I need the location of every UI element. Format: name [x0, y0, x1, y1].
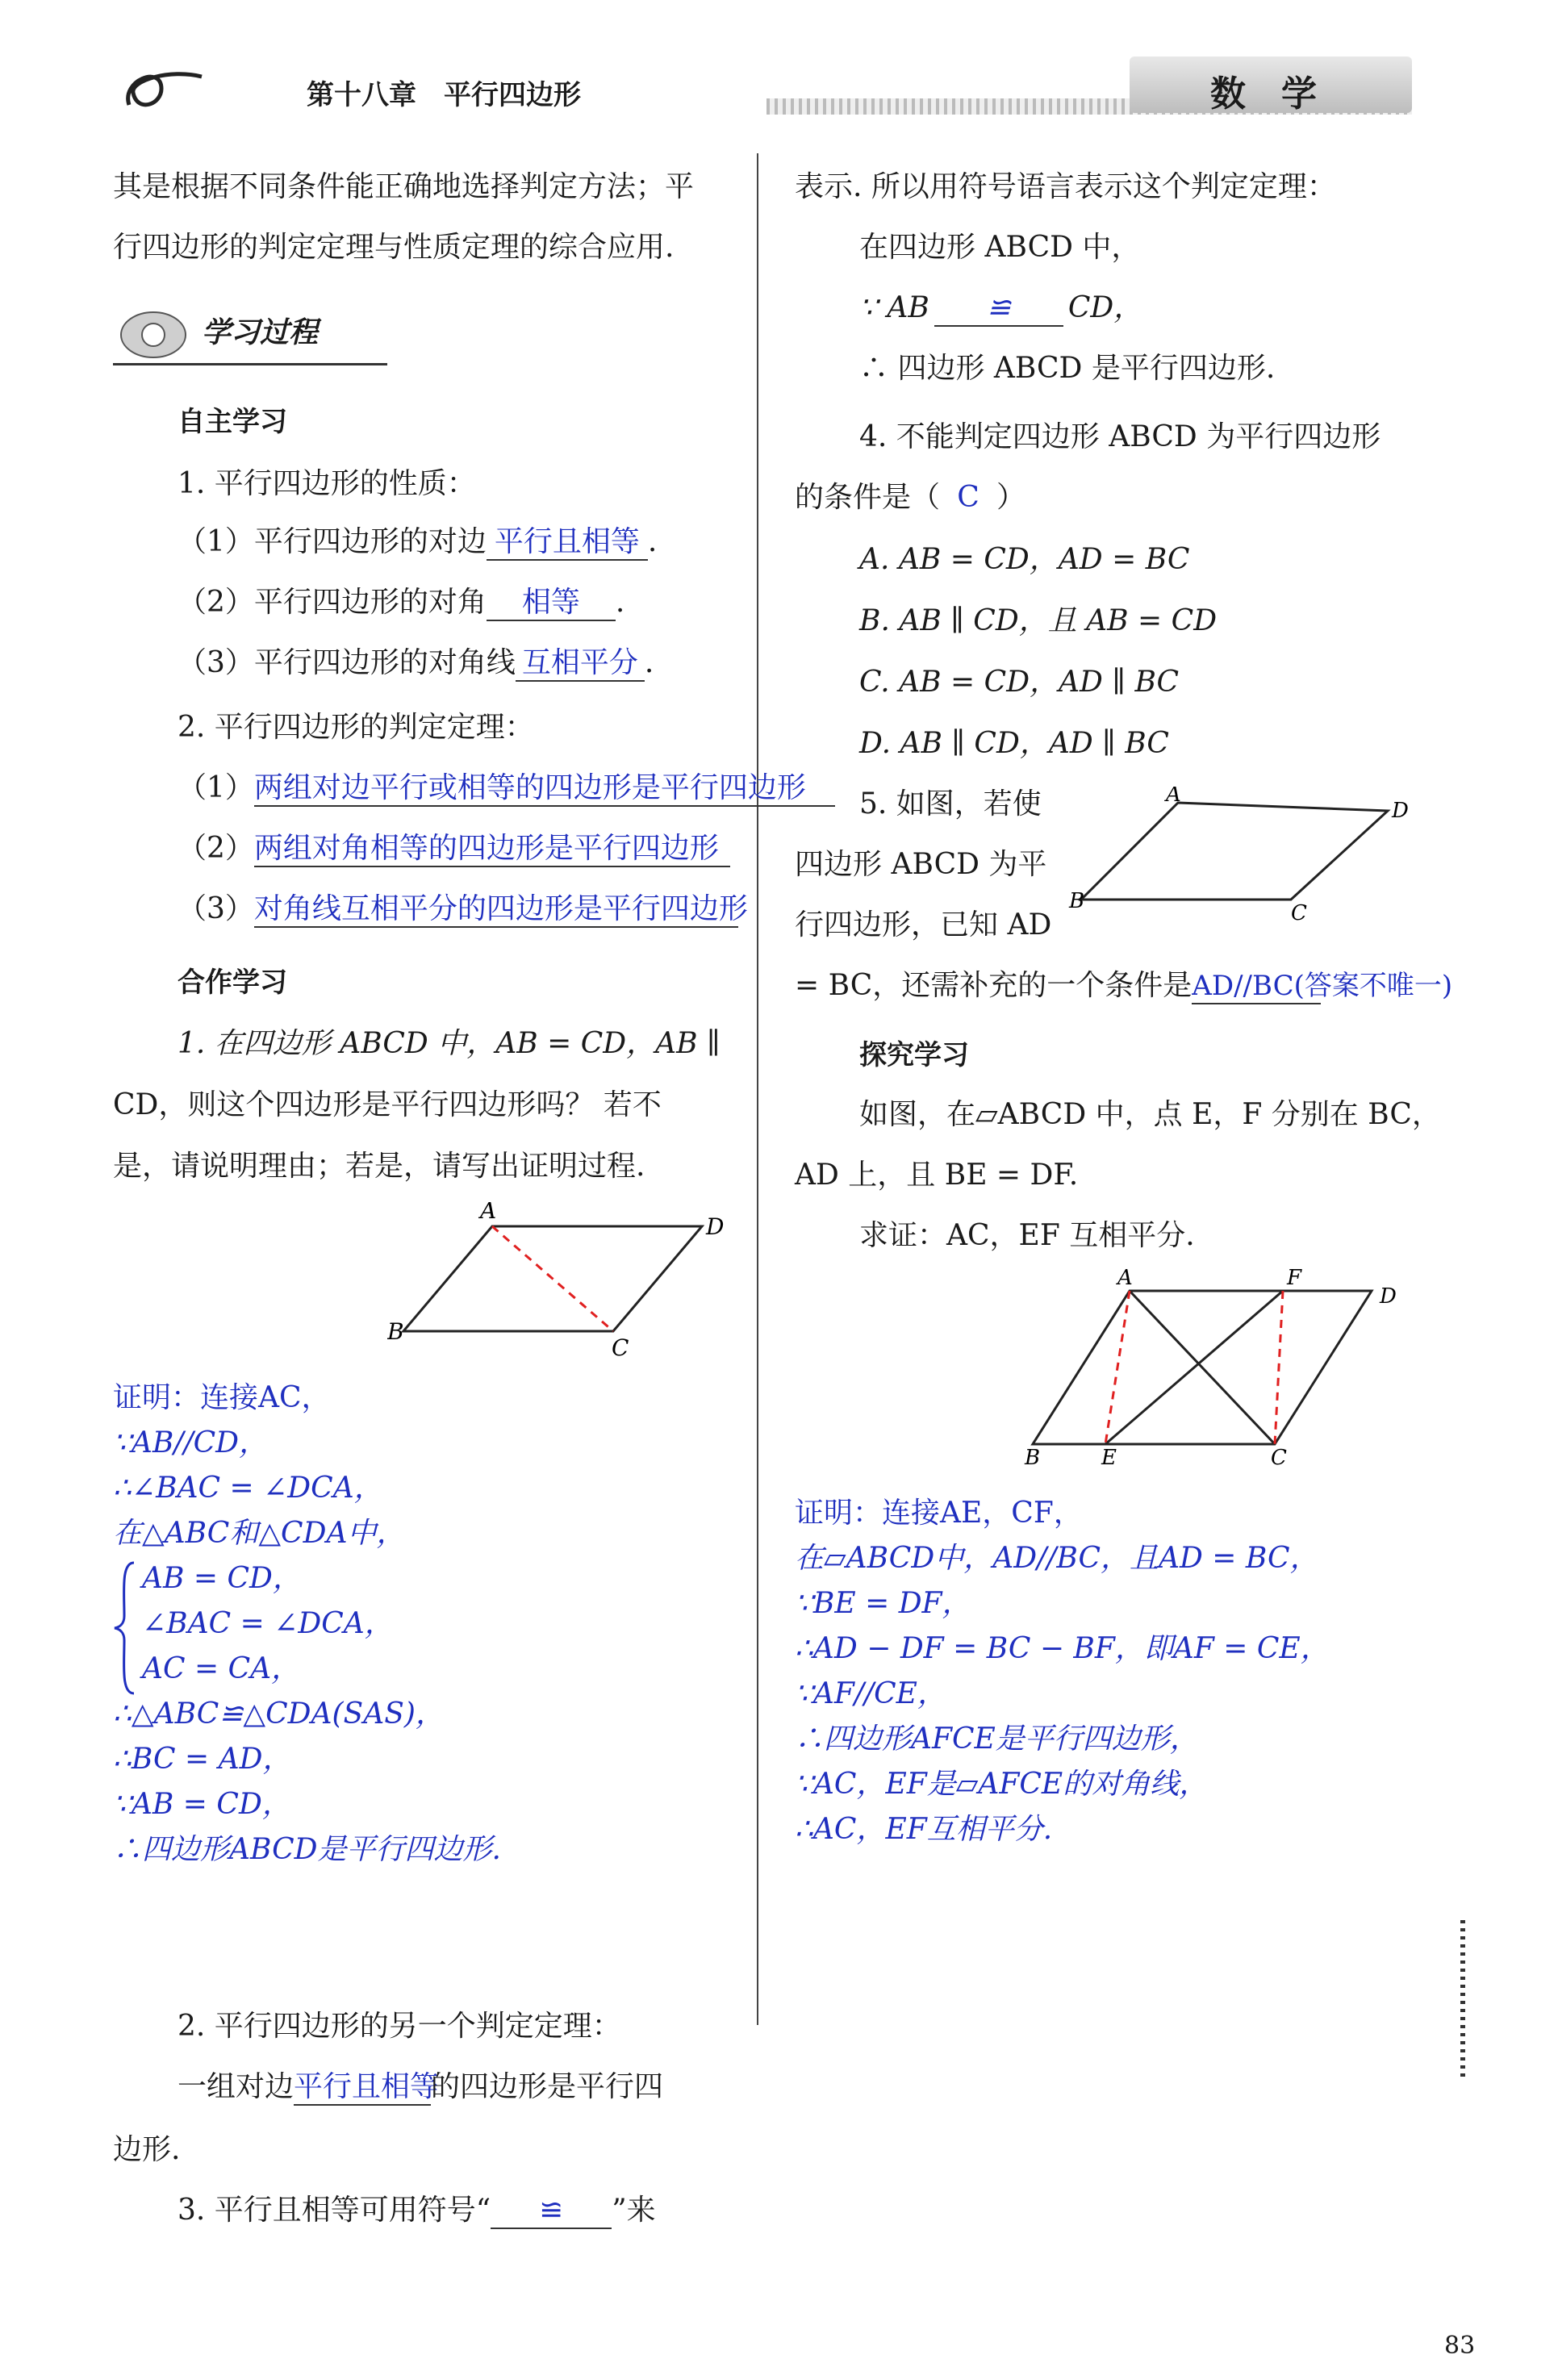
- q4-answer[interactable]: C: [957, 481, 979, 514]
- q1-1: （1）平行四边形的对边 平行且相等 .: [178, 524, 657, 561]
- r-line-4: ∴ 四边形 ABCD 是平行四边形.: [859, 352, 1276, 385]
- right-proof-line: ∴AC，EF互相平分.: [795, 1813, 1053, 1846]
- q2-text: 2. 平行四边形的判定定理：: [178, 711, 534, 744]
- coop-q3-text-b: ”来: [612, 2194, 656, 2227]
- r-line-3-b: CD，: [1067, 291, 1143, 324]
- page-number: 83: [1444, 2332, 1476, 2360]
- q1-2-text: （2）平行四边形的对角: [178, 586, 487, 619]
- coop-q2-line-2: 边形.: [113, 2133, 181, 2166]
- subject-label: 数 学: [1210, 73, 1317, 115]
- fig2-label-c: C: [1291, 901, 1307, 924]
- self-study-heading: 自主学习: [178, 406, 287, 438]
- section-banner: [113, 299, 387, 365]
- left-proof-line: ∴BC = AD，: [113, 1743, 292, 1776]
- r-line-3-answer[interactable]: ≌: [934, 290, 1063, 327]
- fig3-label-f: F: [1287, 1267, 1302, 1290]
- left-proof-line: ∵AB//CD，: [113, 1426, 269, 1459]
- q4-option-d: D. AB ∥ CD，AD ∥ BC: [859, 727, 1169, 760]
- fig3-label-a: A: [1117, 1267, 1133, 1290]
- explore-line-3: 求证：AC，EF 互相平分.: [859, 1219, 1195, 1252]
- coop-q2-answer[interactable]: 平行且相等: [294, 2069, 431, 2106]
- left-proof-line: ∵AB = CD，: [113, 1788, 291, 1821]
- q4-text-b: 的条件是（: [795, 481, 941, 514]
- left-proof-line: ∴∠BAC = ∠DCA，: [113, 1472, 383, 1505]
- right-proof-line: ∵BE = DF，: [795, 1587, 971, 1620]
- q5-answer[interactable]: AD//BC(答案不唯一): [1192, 970, 1321, 1004]
- q4-option-c: C. AB = CD，AD ∥ BC: [859, 666, 1180, 699]
- chapter-title: 第十八章 平行四边形: [307, 79, 581, 111]
- q2-1: [178, 770, 835, 807]
- intro-line-1: 其是根据不同条件能正确地选择判定方法；平: [113, 170, 695, 203]
- chapter-logo-icon: [113, 56, 210, 121]
- coop-q2-text-b: 的四边形是平行四: [431, 2070, 664, 2103]
- q5-line-1: 5. 如图，若使: [859, 787, 1042, 820]
- fig3-label-e: E: [1101, 1446, 1117, 1468]
- figure-parallelogram-3: [1017, 1267, 1436, 1468]
- explore-line-2: AD 上，且 BE = DF.: [795, 1159, 1079, 1192]
- right-proof-line: 证明：连接AE，CF，: [795, 1497, 1083, 1530]
- fig3-label-d: D: [1380, 1284, 1397, 1309]
- q2-2-answer[interactable]: 两组对角相等的四边形是平行四边形: [254, 831, 730, 867]
- q5-text-d: = BC，还需补充的一个条件是: [795, 969, 1193, 1002]
- fig3-label-b: B: [1025, 1446, 1041, 1468]
- coop-q2-text-a: 一组对边: [178, 2070, 294, 2103]
- left-proof-line: AB = CD，: [142, 1562, 302, 1595]
- q1-2-answer[interactable]: 相等: [487, 585, 616, 621]
- right-proof-line: 在▱ABCD中，AD//BC，且AD = BC，: [795, 1542, 1319, 1575]
- globe-icon: [113, 299, 194, 363]
- q1-3-answer[interactable]: 互相平分: [516, 645, 645, 682]
- q5-line-3: 行四边形，已知 AD: [795, 908, 1052, 942]
- left-proof-line: AC = CA，: [142, 1652, 301, 1685]
- q4-text-c: ）: [996, 481, 1026, 514]
- fig1-label-b: B: [387, 1318, 404, 1345]
- explore-heading: 探究学习: [859, 1039, 969, 1071]
- coop-q2-line: [178, 2069, 663, 2106]
- q1-1-answer[interactable]: 平行且相等: [487, 524, 648, 561]
- left-proof-line: ∠BAC = ∠DCA，: [142, 1607, 394, 1640]
- fig2-label-a: A: [1166, 787, 1181, 807]
- q2-3-answer[interactable]: 对角线互相平分的四边形是平行四边形: [254, 891, 738, 928]
- fig1-label-a: A: [480, 1202, 497, 1224]
- right-proof-line: ∴AD − DF = BC − BF，即AF = CE，: [795, 1632, 1330, 1665]
- q1-1-text: （1）平行四边形的对边: [178, 525, 487, 558]
- q1-3-text: （3）平行四边形的对角线: [178, 646, 516, 679]
- q2-1-answer[interactable]: 两组对边平行或相等的四边形是平行四边形: [254, 770, 835, 807]
- fig2-label-d: D: [1392, 799, 1409, 823]
- q2-1-text: （1）: [178, 771, 254, 804]
- q4-line-2: [795, 480, 1025, 515]
- figure-parallelogram-2: [1057, 787, 1428, 924]
- q4-option-a: A. AB = CD，AD = BC: [859, 543, 1190, 576]
- r-line-3-a: ∵ AB: [859, 291, 929, 324]
- coop-q2-text: 2. 平行四边形的另一个判定定理：: [178, 2010, 621, 2043]
- coop-q3-answer[interactable]: ≌: [491, 2193, 612, 2229]
- q1-2: （2）平行四边形的对角 相等 .: [178, 585, 624, 621]
- fig1-label-d: D: [706, 1213, 725, 1240]
- brace-icon: [113, 1560, 137, 1697]
- side-dots: [1460, 1920, 1465, 2081]
- q5-line-2: 四边形 ABCD 为平: [795, 848, 1047, 881]
- q4-line-1: 4. 不能判定四边形 ABCD 为平行四边形: [859, 420, 1381, 453]
- coop-heading: 合作学习: [178, 967, 287, 999]
- fig2-label-b: B: [1069, 889, 1085, 913]
- r-line-2: 在四边形 ABCD 中，: [859, 231, 1141, 264]
- q1-3: （3）平行四边形的对角线 互相平分 .: [178, 645, 654, 682]
- left-proof-line: 证明：连接AC，: [113, 1381, 331, 1414]
- fig3-label-c: C: [1271, 1446, 1287, 1468]
- q5-line-4: [795, 968, 1453, 1004]
- left-proof-line: 在△ABC和△CDA中，: [113, 1517, 406, 1550]
- q2-3: [178, 891, 748, 928]
- page-header: [0, 48, 1558, 137]
- r-line-1: 表示. 所以用符号语言表示这个判定定理：: [795, 170, 1336, 203]
- q2-3-text: （3）: [178, 892, 254, 925]
- right-proof-line: ∵AF//CE，: [795, 1677, 946, 1710]
- intro-line-2: 行四边形的判定定理与性质定理的综合应用.: [113, 231, 675, 264]
- section-title: 学习过程: [202, 316, 319, 349]
- coop-q1-line2: CD，则这个四边形是平行四边形吗？ 若不: [113, 1088, 662, 1121]
- coop-q3-text-a: 3. 平行且相等可用符号“: [178, 2194, 491, 2227]
- right-proof-line: ∵AC，EF是▱AFCE的对角线，: [795, 1768, 1209, 1801]
- left-proof-line: ∴△ABC≌△CDA(SAS)，: [113, 1697, 445, 1731]
- left-proof-line: ∴四边形ABCD是平行四边形.: [113, 1833, 501, 1866]
- right-proof-line: ∴四边形AFCE是平行四边形，: [795, 1722, 1199, 1756]
- q2-2: [178, 831, 730, 867]
- figure-parallelogram-1: [387, 1202, 726, 1363]
- explore-line-1: 如图，在▱ABCD 中，点 E，F 分别在 BC，: [859, 1098, 1441, 1131]
- coop-q3-line: [178, 2193, 656, 2229]
- q2-2-text: （2）: [178, 832, 254, 865]
- coop-q1-line1: 1. 在四边形 ABCD 中，AB = CD，AB ∥: [178, 1027, 721, 1060]
- fig1-label-c: C: [612, 1334, 629, 1361]
- column-divider: [757, 153, 758, 2025]
- q4-option-b: B. AB ∥ CD，且 AB = CD: [859, 604, 1218, 637]
- coop-q1-line3: 是，请说明理由；若是，请写出证明过程.: [113, 1150, 645, 1183]
- q1-text: 1. 平行四边形的性质：: [178, 467, 476, 500]
- r-line-3: [859, 290, 1142, 327]
